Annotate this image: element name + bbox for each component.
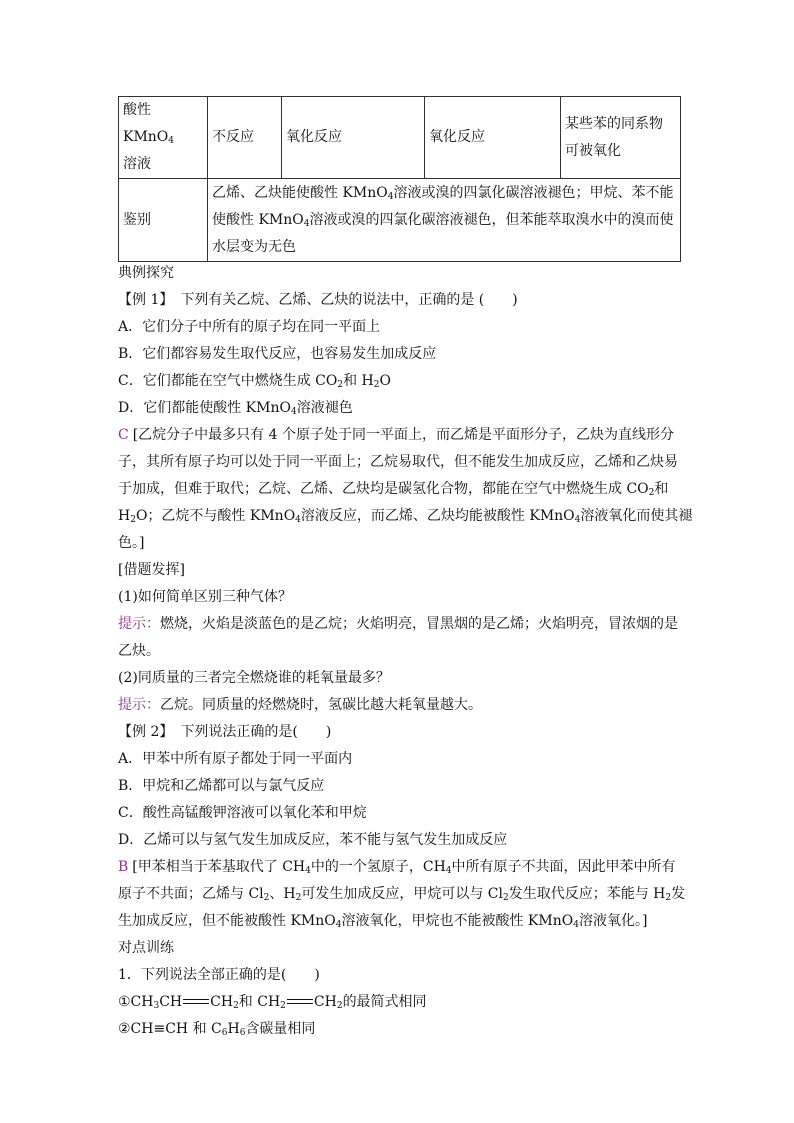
example-2-option-d: D．乙烯可以与氢气发生加成反应，苯不能与氢气发生加成反应 bbox=[118, 832, 508, 848]
example-2-explanation: B [甲苯相当于苯基取代了 $CH_4$中的一个氢原子，$CH_4$中所有原子不共面，因此甲苯中所有 原子不共面；乙烯与 $Cl_2$、$H_2$可发生加成反应，甲烷可以与 $Cl_2$发生取代反应；苯能与 $H_2$发 生加成反应，但不能被酸性 KMnO$_4$溶液氧化，甲烷也不能被酸性 KMnO$_4$溶液氧化。] bbox=[118, 859, 686, 930]
table-row-identification bbox=[119, 179, 681, 262]
table-cell-identify-text: 乙烯、乙炔能使酸性 KMnO$_4$溶液或溴的四氯化碳溶液褪色；甲烷、苯不能 使酸性 KMnO$_4$溶液或溴的四氯化碳溶液褪色，但苯能萃取溴水中的溴而使 水层变为无色 bbox=[208, 179, 681, 262]
comparison-table bbox=[118, 96, 681, 262]
table-cell-reagent: 酸性 KMnO$_4$ 溶液 bbox=[119, 97, 208, 179]
table-cell-alkane: 不反应 bbox=[208, 97, 282, 179]
example-1-option-d: D．它们都能使酸性 KMnO$_4$溶液褪色 bbox=[118, 400, 353, 417]
hint-label: 提示： bbox=[118, 616, 160, 632]
example-1-question: 【例 1】 下列有关乙烷、乙烯、乙炔的说法中，正确的是 ( ) bbox=[118, 292, 518, 308]
table-cell-alkene: 氧化反应 bbox=[282, 97, 425, 179]
example-2-option-b: B．甲烷和乙烯都可以与氯气反应 bbox=[118, 778, 325, 794]
borrow-question-2: (2)同质量的三者完全燃烧谁的耗氧量最多？ bbox=[118, 670, 390, 686]
document-content: 酸性 KMnO$_4$ 溶液 不反应 氧化反应 氧化反应 某些苯的同系物 可被氧化 鉴别 乙烯、乙炔能使酸性 KMnO$_4$溶液或溴的四氯化碳溶液褪色；甲烷、苯不能 使酸性 KMnO$_4$溶液或溴的四氯化碳溶液褪色，但苯能萃取溴水中的溴而使 水层变为无色 典例探究 【例 1】 下列有关乙烷、乙烯、乙炔的说法中，正确的是 ( ) A．它们分子中所有的原子均在同一平面上 B．它们都容易发生取代反应，也容易发生加成反应 C．它们都能在空气中燃烧生成 $CO_2$和 $H_2O$ D．它们都能使酸性 KMnO$_4$溶液褪色 C [乙烷分子中最多只有 4 个原子处于同一平面上，而乙烯是平面形分子，乙炔为直线形分 子，其所有原子均可以处于同一平面上；乙烷易取代，但不能发生加成反应，乙烯和乙炔易 于加成，但难于取代；乙烷、乙烯、乙炔均是碳氢化合物，都能在空气中燃烧生成 $CO_2$和 $H_2O$；乙烷不与酸性 KMnO$_4$溶液反应，而乙烯、乙炔均能被酸性 KMnO$_4$溶液氧化而使其褪 色。] [借题发挥] (1)如何简单区别三种气体？ 提示：燃烧，火焰是淡蓝色的是乙烷；火焰明亮，冒黑烟的是乙烯；火焰明亮，冒浓烟的是 乙炔。 (2)同质量的三者完全燃烧谁的耗氧量最多？ 提示：乙烷。同质量的烃燃烧时，氢碳比越大耗氧量越大。 【例 2】 下列说法正确的是( ) A．甲苯中所有原子都处于同一平面内 B．甲烷和乙烯都可以与氯气反应 C．酸性高锰酸钾溶液可以氧化苯和甲烷 D．乙烯可以与氢气发生加成反应，苯不能与氢气发生加成反应 B [甲苯相当于苯基取代了 $CH_4$中的一个氢原子，$CH_4$中所有原子不共面，因此甲苯中所有 原子不共面；乙烯与 $Cl_2$、$H_2$可发生加成反应，甲烷可以与 $Cl_2$发生取代反应；苯能与 $H_2$发 生加成反应，但不能被酸性 KMnO$_4$溶液氧化，甲烷也不能被酸性 KMnO$_4$溶液氧化。] 对点训练 1．下列说法全部正确的是( ) $①CH_3CH$ $CH_2$和 $CH_2$ $CH_2$的最简式相同 ②CH≡CH 和 $C_6H_6$含碳量相同 bbox=[118, 96, 684, 1043]
table-row-oxidation bbox=[119, 97, 681, 179]
example-1-explanation: C [乙烷分子中最多只有 4 个原子处于同一平面上，而乙烯是平面形分子，乙炔为直线形分 子，其所有原子均可以处于同一平面上；乙烷易取代，但不能发生加成反应，乙烯和乙炔易 于加成，但难于取代；乙烷、乙烯、乙炔均是碳氢化合物，都能在空气中燃烧生成 $CO_2$和 $H_2O$；乙烷不与酸性 KMnO$_4$溶液反应，而乙烯、乙炔均能被酸性 KMnO$_4$溶液氧化而使其褪 色。] bbox=[118, 427, 693, 551]
practice-1-item-2: ②CH≡CH 和 $C_6H_6$含碳量相同 bbox=[118, 1021, 316, 1038]
table-cell-identify-label: 鉴别 bbox=[119, 179, 208, 262]
example-1-option-c: C．它们都能在空气中燃烧生成 $CO_2$和 $H_2O$ bbox=[118, 373, 391, 390]
section-title-examples: 典例探究 bbox=[118, 265, 174, 281]
borrow-answer-1: 提示：燃烧，火焰是淡蓝色的是乙烷；火焰明亮，冒黑烟的是乙烯；火焰明亮，冒浓烟的是 bbox=[118, 616, 678, 632]
example-2-option-c: C．酸性高锰酸钾溶液可以氧化苯和甲烷 bbox=[118, 805, 367, 821]
example-1-option-b: B．它们都容易发生取代反应，也容易发生加成反应 bbox=[118, 346, 437, 362]
hint-label: 提示： bbox=[118, 697, 160, 713]
practice-1-item-1: $①CH_3CH$ $CH_2$和 $CH_2$ $CH_2$的最简式相同 bbox=[118, 994, 427, 1011]
example-2-answer: B bbox=[118, 859, 129, 875]
borrow-answer-2: 提示：乙烷。同质量的烃燃烧时，氢碳比越大耗氧量越大。 bbox=[118, 697, 482, 713]
example-2-question: 【例 2】 下列说法正确的是( ) bbox=[118, 724, 332, 740]
table-cell-benzene: 某些苯的同系物 可被氧化 bbox=[561, 97, 681, 179]
section-title-practice: 对点训练 bbox=[118, 940, 174, 956]
borrow-question-1: (1)如何简单区别三种气体？ bbox=[118, 589, 292, 605]
example-1-answer: C bbox=[118, 427, 129, 443]
table-cell-alkyne: 氧化反应 bbox=[425, 97, 561, 179]
double-bond-icon bbox=[182, 997, 210, 1007]
double-bond-icon bbox=[286, 997, 314, 1007]
example-1-option-a: A．它们分子中所有的原子均在同一平面上 bbox=[118, 319, 381, 335]
borrow-title: [借题发挥] bbox=[118, 562, 185, 578]
practice-1-stem: 1．下列说法全部正确的是( ) bbox=[118, 967, 320, 983]
example-2-option-a: A．甲苯中所有原子都处于同一平面内 bbox=[118, 751, 353, 767]
